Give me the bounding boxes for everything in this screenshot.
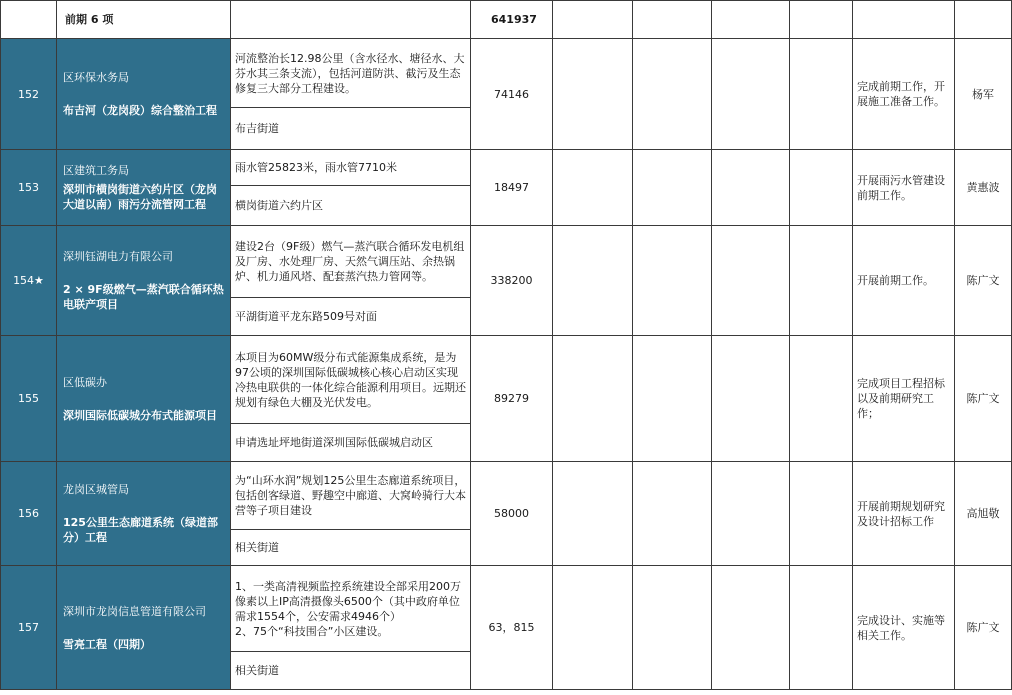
investment-cell: 63，815 (471, 566, 553, 690)
investment-cell: 74146 (471, 39, 553, 150)
empty-cell (790, 336, 853, 462)
summary-total: 641937 (471, 1, 553, 39)
content-cell: 为“山环水润”规划125公里生态廊道系统项目，包括创客绿道、野趣空中廊道、大窝岭骑行大本营等子项目建设 (231, 462, 471, 530)
person-cell: 高旭敬 (955, 462, 1012, 566)
content-cell: 本项目为60MW级分布式能源集成系统，是为97公顷的深圳国际低碳城核心核心启动区实现冷热电联供的一体化综合能源利用项目。远期还规划有绿色大棚及光伏发电。 (231, 336, 471, 424)
row-number: 157 (1, 566, 57, 690)
status-cell: 完成前期工作，开展施工准备工作。 (853, 39, 955, 150)
project-name: 125公里生态廊道系统（绿道部分）工程 (63, 516, 218, 544)
project-cell (57, 39, 231, 150)
content-cell: 1、一类高清视频监控系统建设全部采用200万像素以上IP高清摄像头6500个（其中政府单位需求1554个，公安需求4946个） 2、75个“科技围合”小区建设。 (231, 566, 471, 652)
empty-cell (790, 566, 853, 690)
location-cell: 平湖街道平龙东路509号对面 (231, 298, 471, 336)
empty-cell (790, 226, 853, 336)
location-cell: 相关街道 (231, 530, 471, 566)
empty-cell (712, 566, 790, 690)
summary-blank-cell (1, 1, 57, 39)
unit-name: 龙岗区城管局 (63, 483, 129, 496)
empty-cell (712, 226, 790, 336)
project-name: 2 × 9F级燃气—蒸汽联合循环热电联产项目 (63, 283, 224, 311)
empty-cell (553, 39, 633, 150)
row-number: 153 (1, 150, 57, 226)
empty-cell (633, 226, 712, 336)
summary-blank-cell (553, 1, 633, 39)
summary-blank-cell (231, 1, 471, 39)
project-cell (57, 462, 231, 566)
project-cell (57, 150, 231, 226)
project-name: 深圳国际低碳城分布式能源项目 (63, 408, 217, 422)
project-name: 布吉河（龙岗段）综合整治工程 (63, 104, 217, 117)
empty-cell (633, 150, 712, 226)
unit-name: 区建筑工务局 (63, 164, 129, 177)
empty-cell (790, 39, 853, 150)
location-cell: 申请选址坪地街道深圳国际低碳城启动区 (231, 424, 471, 462)
table-row (1, 226, 1012, 298)
empty-cell (712, 336, 790, 462)
status-cell: 开展雨污水管建设前期工作。 (853, 150, 955, 226)
status-cell: 完成项目工程招标以及前期研究工作； (853, 336, 955, 462)
table-row (1, 336, 1012, 424)
empty-cell (553, 226, 633, 336)
row-number: 155 (1, 336, 57, 462)
location-cell: 相关街道 (231, 652, 471, 690)
empty-cell (790, 462, 853, 566)
person-cell: 陈广文 (955, 226, 1012, 336)
row-number: 154★ (1, 226, 57, 336)
investment-cell: 58000 (471, 462, 553, 566)
summary-blank-cell (853, 1, 955, 39)
status-cell: 开展前期规划研究及设计招标工作 (853, 462, 955, 566)
empty-cell (633, 336, 712, 462)
empty-cell (553, 336, 633, 462)
content-cell: 河流整治长12.98公里（含水径水、塘径水、大芬水其三条支流），包括河道防洪、截污及生态修复三大部分工程建设。 (231, 39, 471, 108)
summary-blank-cell (712, 1, 790, 39)
row-number: 156 (1, 462, 57, 566)
unit-name: 深圳钰湖电力有限公司 (63, 250, 173, 263)
summary-blank-cell (955, 1, 1012, 39)
investment-cell: 18497 (471, 150, 553, 226)
unit-name: 区环保水务局 (63, 71, 129, 84)
empty-cell (712, 150, 790, 226)
project-cell (57, 566, 231, 690)
unit-name: 深圳市龙岗信息管道有限公司 (63, 604, 206, 618)
unit-name: 区低碳办 (63, 375, 107, 389)
table-row (1, 462, 1012, 530)
table-row (1, 39, 1012, 108)
person-cell: 杨军 (955, 39, 1012, 150)
investment-cell: 89279 (471, 336, 553, 462)
person-cell: 陈广文 (955, 566, 1012, 690)
summary-blank-cell (790, 1, 853, 39)
person-cell: 陈广文 (955, 336, 1012, 462)
summary-label: 前期 6 项 (57, 1, 231, 39)
summary-row (1, 1, 1012, 39)
table-row (1, 566, 1012, 652)
project-name: 雪亮工程（四期） (63, 637, 151, 651)
row-number: 152 (1, 39, 57, 150)
empty-cell (553, 462, 633, 566)
project-cell (57, 226, 231, 336)
investment-cell: 338200 (471, 226, 553, 336)
project-cell (57, 336, 231, 462)
status-cell: 开展前期工作。 (853, 226, 955, 336)
empty-cell (712, 462, 790, 566)
location-cell: 横岗街道六约片区 (231, 186, 471, 226)
empty-cell (633, 462, 712, 566)
content-cell: 建设2台（9F级）燃气—蒸汽联合循环发电机组及厂房、水处理厂房、天然气调压站、余热锅炉、机力通风塔、配套蒸汽热力管网等。 (231, 226, 471, 298)
project-name: 深圳市横岗街道六约片区（龙岗大道以南）雨污分流管网工程 (63, 183, 217, 211)
empty-cell (553, 566, 633, 690)
table-row (1, 150, 1012, 186)
status-cell: 完成设计、实施等相关工作。 (853, 566, 955, 690)
empty-cell (790, 150, 853, 226)
empty-cell (633, 566, 712, 690)
content-cell: 雨水管25823米，雨水管7710米 (231, 150, 471, 186)
empty-cell (553, 150, 633, 226)
summary-blank-cell (633, 1, 712, 39)
person-cell: 黄惠波 (955, 150, 1012, 226)
empty-cell (633, 39, 712, 150)
empty-cell (712, 39, 790, 150)
location-cell: 布吉街道 (231, 108, 471, 150)
